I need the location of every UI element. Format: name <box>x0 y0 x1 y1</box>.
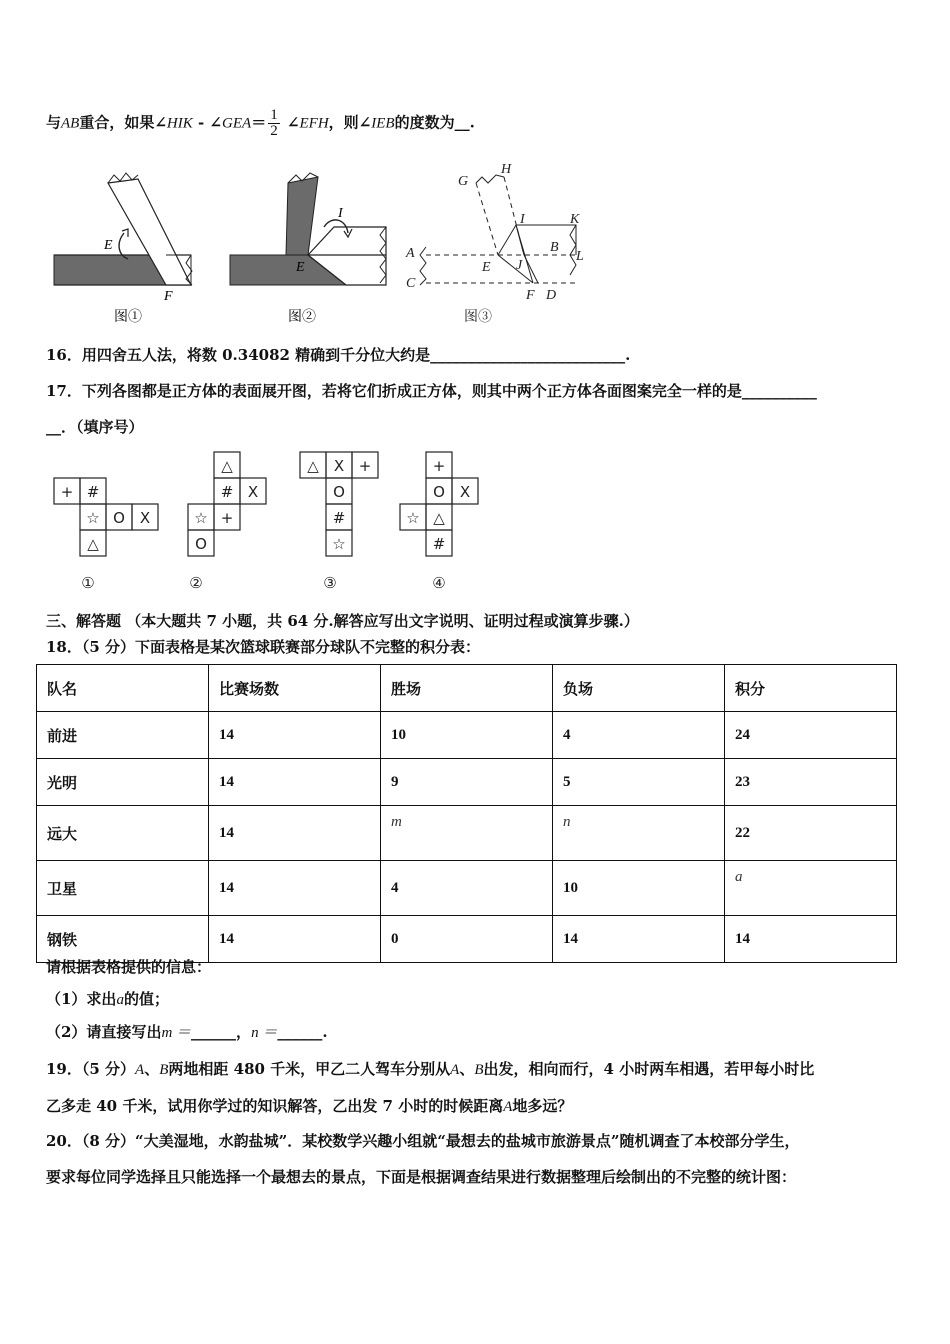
q17-line1: 17．下列各图都是正方体的表面展开图，若将它们折成正方体，则其中两个正方体各面图案完全一样的是__________ <box>46 382 817 400</box>
label-I: I <box>338 206 343 221</box>
label-F: F <box>526 288 535 303</box>
q19-text: 、 <box>144 1060 160 1078</box>
circle-icon: O <box>433 483 445 501</box>
table-cell-variable: a <box>725 861 897 916</box>
q19-text: 、 <box>459 1060 475 1078</box>
triangle-icon: △ <box>433 509 445 527</box>
q15-eq: ＝ <box>251 113 267 132</box>
figure-3 <box>405 162 584 325</box>
label-E: E <box>296 260 305 275</box>
table-header: 队名 <box>37 665 209 712</box>
table-cell-variable: m <box>381 806 553 861</box>
q15-fraction <box>268 108 280 139</box>
q18-part1 <box>46 988 169 1009</box>
q15-text: 的度数为__. <box>394 113 475 132</box>
label-C: C <box>406 276 416 291</box>
q19-text: 乙多走 40 千米，试用你学过的知识解答，乙出发 7 小时的时候距离 <box>46 1097 504 1115</box>
star-icon: ☆ <box>194 509 208 527</box>
figure-1 <box>54 173 192 325</box>
triangle-icon: △ <box>87 535 99 553</box>
q18-var-m: m ＝ <box>161 1025 192 1041</box>
net-caption: ③ <box>323 574 337 592</box>
hash-icon: # <box>332 509 346 527</box>
table-cell: 9 <box>381 759 553 806</box>
circle-icon: O <box>333 483 345 501</box>
fig2-caption: 图② <box>288 310 316 325</box>
hash-icon: # <box>86 483 100 501</box>
team-name: 光明 <box>37 759 209 806</box>
table-row <box>37 712 897 759</box>
q19-line1 <box>46 1058 814 1079</box>
label-J: J <box>516 258 523 273</box>
star-icon: ☆ <box>86 509 100 527</box>
q18-text: ______. <box>277 1023 328 1041</box>
table-cell: 14 <box>209 861 381 916</box>
table-cell: 14 <box>553 916 725 963</box>
table-cell-variable: n <box>553 806 725 861</box>
label-B: B <box>550 240 559 255</box>
table-cell: 24 <box>725 712 897 759</box>
label-A: A <box>406 246 415 261</box>
team-name: 远大 <box>37 806 209 861</box>
q19-line2 <box>46 1095 572 1116</box>
q19-var: A <box>503 1099 513 1115</box>
hash-icon: # <box>432 535 446 553</box>
label-E: E <box>104 238 113 253</box>
table-header: 比赛场数 <box>209 665 381 712</box>
q18-text: 的值； <box>123 990 169 1008</box>
plus-icon: + <box>358 457 372 475</box>
q17-line2: __．（填序号） <box>46 418 144 436</box>
q19-var: B <box>159 1062 169 1078</box>
label-H: H <box>501 162 512 177</box>
score-table <box>36 664 897 963</box>
table-cell: 10 <box>553 861 725 916</box>
label-K: K <box>570 212 580 227</box>
q15-text: ∠ <box>281 113 300 132</box>
cross-icon: X <box>139 509 151 527</box>
star-icon: ☆ <box>406 509 420 527</box>
hash-icon: # <box>220 483 234 501</box>
q16-line: 16．用四舍五人法，将数 0.34082 精确到千分位大约是__________________________. <box>46 346 631 364</box>
table-cell: 10 <box>381 712 553 759</box>
plus-icon: + <box>60 483 74 501</box>
q18-var-n: n ＝ <box>251 1025 278 1041</box>
cube-nets <box>50 450 490 600</box>
q15-efh: EFH <box>299 115 329 132</box>
cross-icon: X <box>333 457 345 475</box>
net-caption: ① <box>81 574 95 592</box>
q18-text: ______， <box>191 1023 252 1041</box>
star-icon: ☆ <box>332 535 346 553</box>
q15-ab: AB <box>61 115 80 132</box>
q20-line2: 要求每位同学选择且只能选择一个最想去的景点，下面是根据调查结果进行数据整理后绘制出的不完整的统计图： <box>46 1168 797 1186</box>
q20-line1: 20．（8 分）“大美湿地，水韵盐城”．某校数学兴趣小组就“最想去的盐城市旅游景点”随机调查了本校部分学生， <box>46 1132 800 1150</box>
table-row <box>37 806 897 861</box>
label-E: E <box>482 260 491 275</box>
net-caption: ④ <box>432 574 446 592</box>
label-I: I <box>520 212 525 227</box>
table-header: 胜场 <box>381 665 553 712</box>
q19-text: 出发，相向而行，4 小时两车相遇，若甲每小时比 <box>483 1060 815 1078</box>
q18-intro: 18．（5 分）下面表格是某次篮球联赛部分球队不完整的积分表： <box>46 638 481 656</box>
fraction-numerator: 1 <box>270 107 278 123</box>
table-cell: 14 <box>209 916 381 963</box>
net-caption: ② <box>189 574 203 592</box>
team-name: 前进 <box>37 712 209 759</box>
q15-ieb: IEB <box>371 115 395 132</box>
circle-icon: O <box>113 509 125 527</box>
section-3-heading: 三、解答题 （本大题共 7 小题，共 64 分.解答应写出文字说明、证明过程或演算步骤.） <box>46 612 639 630</box>
q15-line <box>46 108 475 139</box>
label-D: D <box>546 288 557 303</box>
table-cell: 14 <box>209 759 381 806</box>
table-row <box>37 759 897 806</box>
table-row <box>37 861 897 916</box>
q18-part2 <box>46 1021 328 1042</box>
figure-2 <box>230 173 386 325</box>
label-L: L <box>576 249 584 264</box>
cross-icon: X <box>247 483 259 501</box>
table-cell: 14 <box>725 916 897 963</box>
q15-gea: GEA <box>222 115 252 132</box>
q19-var: B <box>474 1062 484 1078</box>
fraction-denominator: 2 <box>270 123 278 139</box>
folding-figures <box>46 155 606 330</box>
triangle-icon: △ <box>307 457 319 475</box>
triangle-icon: △ <box>221 457 233 475</box>
team-name: 卫星 <box>37 861 209 916</box>
q19-text: 19．（5 分） <box>46 1060 136 1078</box>
q19-text: 两地相距 480 千米，甲乙二人驾车分别从 <box>168 1060 451 1078</box>
q18-text: （1）求出 <box>46 990 117 1008</box>
q19-text: 地多远？ <box>512 1097 573 1115</box>
q15-hik: HIK <box>166 115 193 132</box>
q19-var: A <box>450 1062 460 1078</box>
fig3-caption: 图③ <box>464 310 492 325</box>
fig1-caption: 图① <box>114 310 142 325</box>
table-header-row <box>37 665 897 712</box>
label-G: G <box>458 174 469 189</box>
table-cell: 4 <box>381 861 553 916</box>
circle-icon: O <box>195 535 207 553</box>
cross-icon: X <box>459 483 471 501</box>
q18-after: 请根据表格提供的信息： <box>46 958 212 976</box>
table-cell: 23 <box>725 759 897 806</box>
q15-text: - ∠ <box>192 113 223 132</box>
table-cell: 5 <box>553 759 725 806</box>
table-cell: 14 <box>209 712 381 759</box>
plus-icon: + <box>432 457 446 475</box>
q18-var-a: a <box>116 992 124 1008</box>
plus-icon: + <box>220 509 234 527</box>
q15-text: ，则∠ <box>328 113 372 132</box>
table-cell: 0 <box>381 916 553 963</box>
table-cell: 4 <box>553 712 725 759</box>
table-cell: 22 <box>725 806 897 861</box>
q15-text: 与 <box>46 113 62 132</box>
q18-text: （2）请直接写出 <box>46 1023 162 1041</box>
label-F: F <box>164 289 173 304</box>
team-name: 钢铁 <box>37 916 209 963</box>
q19-var: A <box>135 1062 145 1078</box>
table-header: 积分 <box>725 665 897 712</box>
q15-text: 重合，如果∠ <box>79 113 167 132</box>
table-cell: 14 <box>209 806 381 861</box>
table-header: 负场 <box>553 665 725 712</box>
